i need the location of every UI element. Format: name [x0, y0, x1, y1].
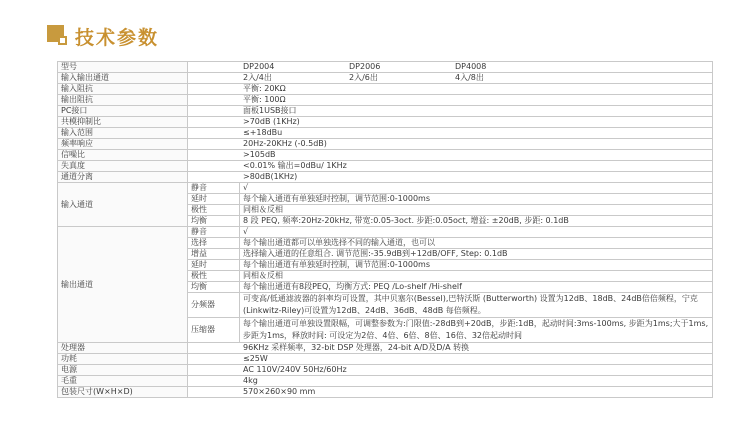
sub-label: 静音: [188, 227, 240, 238]
value-text: 平衡: 20KΩ: [243, 84, 286, 93]
page-title: 技术参数: [75, 26, 160, 49]
row-value: [188, 387, 713, 398]
model-name: DP4008: [455, 62, 487, 71]
row-value: [188, 62, 713, 73]
sub-value: 每个输入通道有单独延时控制，调节范围:0-1000ms: [240, 194, 713, 205]
table-row: [58, 73, 713, 84]
square-logo-icon: [47, 25, 69, 47]
sub-label: 极性: [188, 271, 240, 282]
row-value: [188, 73, 713, 84]
sub-label: 延时: [188, 194, 240, 205]
sub-value: 每个输出通道有单独延时控制，调节范围:0-1000ms: [240, 260, 713, 271]
row-label: 电源: [58, 365, 188, 376]
table-row: [58, 365, 713, 376]
sub-label: 压缩器: [188, 318, 240, 343]
sub-label: 静音: [188, 183, 240, 194]
group-label-output: 输出通道: [58, 227, 188, 343]
io-value: 4入/8出: [455, 73, 484, 82]
value-text: 20Hz-20KHz (-0.5dB): [243, 139, 327, 148]
table-row: [58, 139, 713, 150]
row-value: [188, 161, 713, 172]
io-value: 2入/4出: [243, 73, 272, 82]
row-label: 信噪比: [58, 150, 188, 161]
sub-label: 选择: [188, 238, 240, 249]
row-label: 共模抑制比: [58, 117, 188, 128]
row-value: [188, 172, 713, 183]
sub-label: 均衡: [188, 216, 240, 227]
table-row: [58, 227, 713, 238]
sub-value: 同相＆反相: [240, 271, 713, 282]
sub-value: √: [240, 183, 713, 194]
row-label: 输入范围: [58, 128, 188, 139]
value-text: 96KHz 采样频率，32-bit DSP 处理器，24-bit A/D及D/A 转换: [243, 343, 470, 352]
row-label: 毛重: [58, 376, 188, 387]
sub-value: √: [240, 227, 713, 238]
table-row: [58, 376, 713, 387]
sub-label: 增益: [188, 249, 240, 260]
row-value: [188, 150, 713, 161]
sub-value: 每个输出通道有8段PEQ，均衡方式: PEQ /Lo-shelf /Hi-shelf: [240, 282, 713, 293]
row-label: 通道分离: [58, 172, 188, 183]
value-text: AC 110V/240V 50Hz/60Hz: [243, 365, 347, 374]
row-value: [188, 343, 713, 354]
row-label: 包装尺寸(W×H×D): [58, 387, 188, 398]
table-row: [58, 106, 713, 117]
row-label: 输入输出通道: [58, 73, 188, 84]
row-label: 功耗: [58, 354, 188, 365]
table-row: [58, 172, 713, 183]
value-text: >80dB(1KHz): [243, 172, 298, 181]
table-row: [58, 95, 713, 106]
row-label: 输入阻抗: [58, 84, 188, 95]
row-value: [188, 139, 713, 150]
row-value: [188, 84, 713, 95]
value-text: >105dB: [243, 150, 276, 159]
table-row: [58, 62, 713, 73]
group-label-input: 输入通道: [58, 183, 188, 227]
sub-label: 分频器: [188, 293, 240, 318]
table-row: [58, 150, 713, 161]
value-text: 4kg: [243, 376, 258, 385]
table-row: [58, 128, 713, 139]
row-label: PC接口: [58, 106, 188, 117]
row-value: [188, 365, 713, 376]
value-text: 570×260×90 mm: [243, 387, 316, 396]
row-label: 频率响应: [58, 139, 188, 150]
value-text: ≤25W: [243, 354, 268, 363]
value-text: 面板1USB接口: [243, 106, 297, 115]
spec-table: [57, 61, 713, 398]
value-text: ≤+18dBu: [243, 128, 283, 137]
row-label: 失真度: [58, 161, 188, 172]
sub-value: 每个输出通道可单独设置限幅，可调整参数为:门限值:-28dB到+20dB，步距:1dB，起动时间:3ms-100ms, 步距为1ms;大于1ms, 步距为1ms，释放时间: 可设定为2倍、4倍、6倍、8倍、16倍、32倍起动时间: [240, 318, 713, 343]
sub-value: 每个输出通道都可以单独选择不同的输入通道，也可以: [240, 238, 713, 249]
table-row: [58, 387, 713, 398]
model-name: DP2006: [349, 62, 381, 71]
table-row: [58, 84, 713, 95]
row-value: [188, 95, 713, 106]
value-text: 平衡: 100Ω: [243, 95, 286, 104]
row-value: [188, 117, 713, 128]
section-header: [47, 21, 159, 51]
row-value: [188, 354, 713, 365]
sub-label: 均衡: [188, 282, 240, 293]
row-label: 处理器: [58, 343, 188, 354]
value-text: >70dB (1KHz): [243, 117, 300, 126]
row-label: 输出阻抗: [58, 95, 188, 106]
table-row: [58, 354, 713, 365]
value-text: <0.01% 输出=0dBu/ 1KHz: [243, 161, 347, 170]
table-row: [58, 161, 713, 172]
io-value: 2入/6出: [349, 73, 378, 82]
sub-value: 8 段 PEQ, 频率:20Hz-20kHz, 带宽:0.05-3oct. 步距:0.05oct, 增益: ±20dB, 步距: 0.1dB: [240, 216, 713, 227]
sub-label: 极性: [188, 205, 240, 216]
sub-value: 选择输入通道的任意组合. 调节范围:-35.9dB到+12dB/OFF, Step: 0.1dB: [240, 249, 713, 260]
row-value: [188, 376, 713, 387]
sub-value: 可变高/低通滤波器的斜率均可设置，其中贝塞尔(Bessel),巴特沃斯 (Butterworth) 设置为12dB、18dB、24dB倍倍频程，宁克(Linkwitz-Riley)可设置为12dB、24dB、36dB、48dB 每倍频程。: [240, 293, 713, 318]
row-value: [188, 106, 713, 117]
table-row: [58, 117, 713, 128]
row-label: 型号: [58, 62, 188, 73]
table-row: [58, 343, 713, 354]
sub-value: 同相＆反相: [240, 205, 713, 216]
row-value: [188, 128, 713, 139]
sub-label: 延时: [188, 260, 240, 271]
table-row: [58, 183, 713, 194]
model-name: DP2004: [243, 62, 275, 71]
